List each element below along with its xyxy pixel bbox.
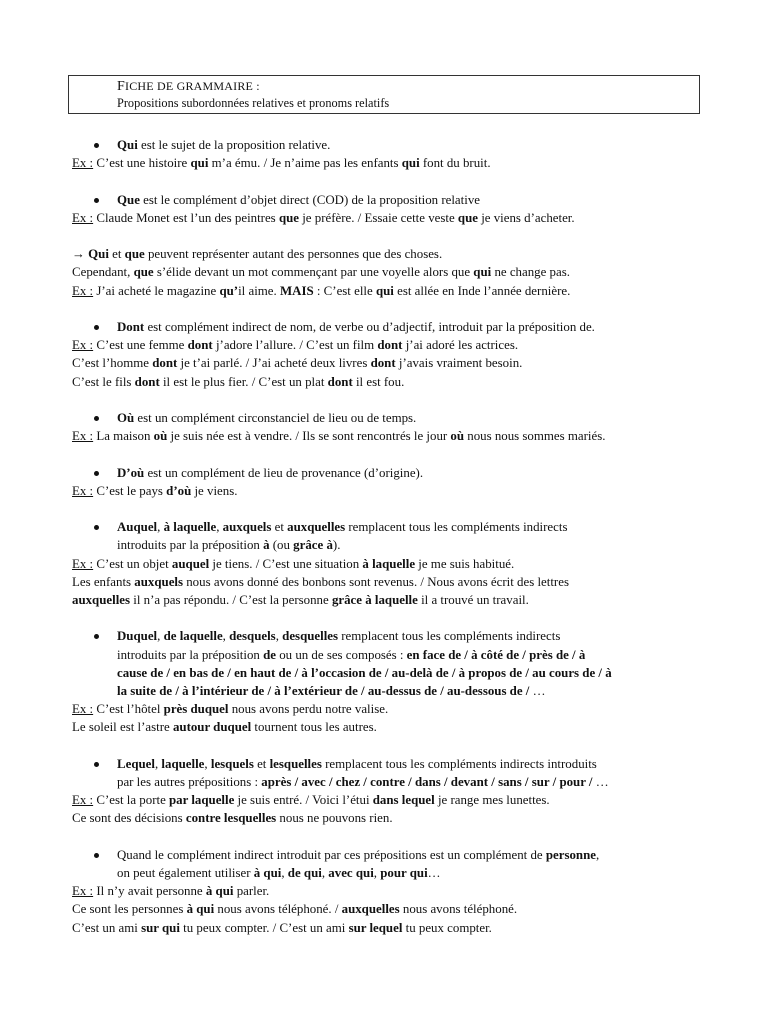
example-dont-2: C’est l’homme dont je t’ai parlé. / J’ai acheté deux livres dont j’avais vraiment besoin. <box>72 356 523 371</box>
example-personne-2: Ce sont les personnes à qui nous avons téléphoné. / auxquelles nous avons téléphoné. <box>72 902 518 917</box>
bullet-dont: Dont est complément indirect de nom, de verbe ou d’adjectif, introduit par la préposition de. <box>72 318 712 336</box>
example-personne <box>72 882 712 900</box>
example-text: Il n’y avait personne à qui parler. <box>93 884 270 899</box>
example-auquel-3: auxquelles il n’a pas répondu. / C’est la personne grâce à laquelle il a trouvé un travail. <box>72 592 529 607</box>
example-personne-3: C’est un ami sur qui tu peux compter. / C’est un ami sur lequel tu peux compter. <box>72 920 492 935</box>
document-body <box>72 136 712 937</box>
example-label: Ex : <box>72 338 94 353</box>
example-label: Ex : <box>72 793 94 808</box>
bullet-auquel: Auquel, à laquelle, auxquels et auxquelles remplacent tous les compléments indirects <box>72 518 712 536</box>
example-dont-3: C’est le fils dont il est le plus fier. / C’est un plat dont il est fou. <box>72 374 405 389</box>
example-note <box>72 282 712 300</box>
example-text: C’est un objet auquel je tiens. / C’est une situation à laquelle je me suis habitué. <box>93 556 515 571</box>
example-auquel-2: Les enfants auxquels nous avons donné des bonbons sont revenus. / Nous avons écrit des lettres <box>72 574 569 589</box>
example-que <box>72 209 712 227</box>
example-text: C’est le pays d’où je viens. <box>93 483 238 498</box>
example-label: Ex : <box>72 156 94 171</box>
example-label: Ex : <box>72 884 94 899</box>
example-dou <box>72 482 712 500</box>
example-auquel <box>72 555 712 573</box>
example-qui <box>72 154 712 172</box>
title-rest: ICHE DE GRAMMAIRE : <box>125 79 260 93</box>
example-duquel <box>72 700 712 718</box>
note-line-1: → Qui et que peuvent représenter autant des personnes que des choses. <box>72 247 443 262</box>
example-text: La maison où je suis née est à vendre. / Ils se sont rencontrés le jour où nous nous sommes mariés. <box>93 429 606 444</box>
bullet-ou: Où est un complément circonstanciel de lieu ou de temps. <box>72 409 712 427</box>
bullet-auquel-cont: introduits par la préposition à (ou grâce à). <box>117 538 341 553</box>
bullet-duquel-cont-3: la suite de / à l’intérieur de / à l’extérieur de / au-dessus de / au-dessous de / … <box>117 683 546 698</box>
example-text: C’est une histoire qui m’a ému. / Je n’aime pas les enfants qui font du bruit. <box>93 156 491 171</box>
bullet-que: Que est le complément d’objet direct (COD) de la proposition relative <box>72 191 712 209</box>
example-duquel-2: Le soleil est l’astre autour duquel tournent tous les autres. <box>72 720 377 735</box>
bullet-personne-cont: on peut également utiliser à qui, de qui, avec qui, pour qui… <box>117 865 441 880</box>
bullet-dou: D’où est un complément de lieu de provenance (d’origine). <box>72 464 712 482</box>
note-line-2: Cependant, que s’élide devant un mot commençant par une voyelle alors que qui ne change pas. <box>72 265 570 280</box>
example-text: J’ai acheté le magazine qu’il aime. MAIS : C’est elle qui est allée en Inde l’année dernière. <box>93 283 571 298</box>
page-subtitle: Propositions subordonnées relatives et pronoms relatifs <box>117 96 390 110</box>
example-text: C’est l’hôtel près duquel nous avons perdu notre valise. <box>93 702 389 717</box>
example-label: Ex : <box>72 702 94 717</box>
example-lequel <box>72 791 712 809</box>
example-label: Ex : <box>72 210 94 225</box>
example-text: C’est la porte par laquelle je suis entré. / Voici l’étui dans lequel je range mes lunettes. <box>93 793 550 808</box>
bullet-personne: Quand le complément indirect introduit par ces prépositions est un complément de personne, <box>72 846 712 864</box>
example-label: Ex : <box>72 483 94 498</box>
example-label: Ex : <box>72 283 94 298</box>
title-box <box>68 75 700 114</box>
title-first-letter: F <box>117 79 125 94</box>
example-text: Claude Monet est l’un des peintres que je préfère. / Essaie cette veste que je viens d’acheter. <box>93 210 575 225</box>
example-lequel-2: Ce sont des décisions contre lesquelles nous ne pouvons rien. <box>72 811 393 826</box>
example-dont <box>72 336 712 354</box>
bullet-lequel-cont: par les autres prépositions : après / avec / chez / contre / dans / devant / sans / sur / pour / … <box>117 774 609 789</box>
bullet-duquel: Duquel, de laquelle, desquels, desquelles remplacent tous les compléments indirects <box>72 627 712 645</box>
bullet-duquel-cont-2: cause de / en bas de / en haut de / à l’occasion de / au-delà de / à propos de / au cours de / à <box>117 665 612 680</box>
example-label: Ex : <box>72 429 94 444</box>
page-title <box>117 78 699 95</box>
example-label: Ex : <box>72 556 94 571</box>
example-text: C’est une femme dont j’adore l’allure. / C’est un film dont j’ai adoré les actrices. <box>93 338 519 353</box>
example-ou <box>72 427 712 445</box>
bullet-duquel-cont-1: introduits par la préposition de ou un de ses composés : en face de / à côté de / près de / à <box>117 647 586 662</box>
bullet-lequel: Lequel, laquelle, lesquels et lesquelles remplacent tous les compléments indirects introduits <box>72 755 712 773</box>
bullet-qui: Qui est le sujet de la proposition relative. <box>72 136 712 154</box>
